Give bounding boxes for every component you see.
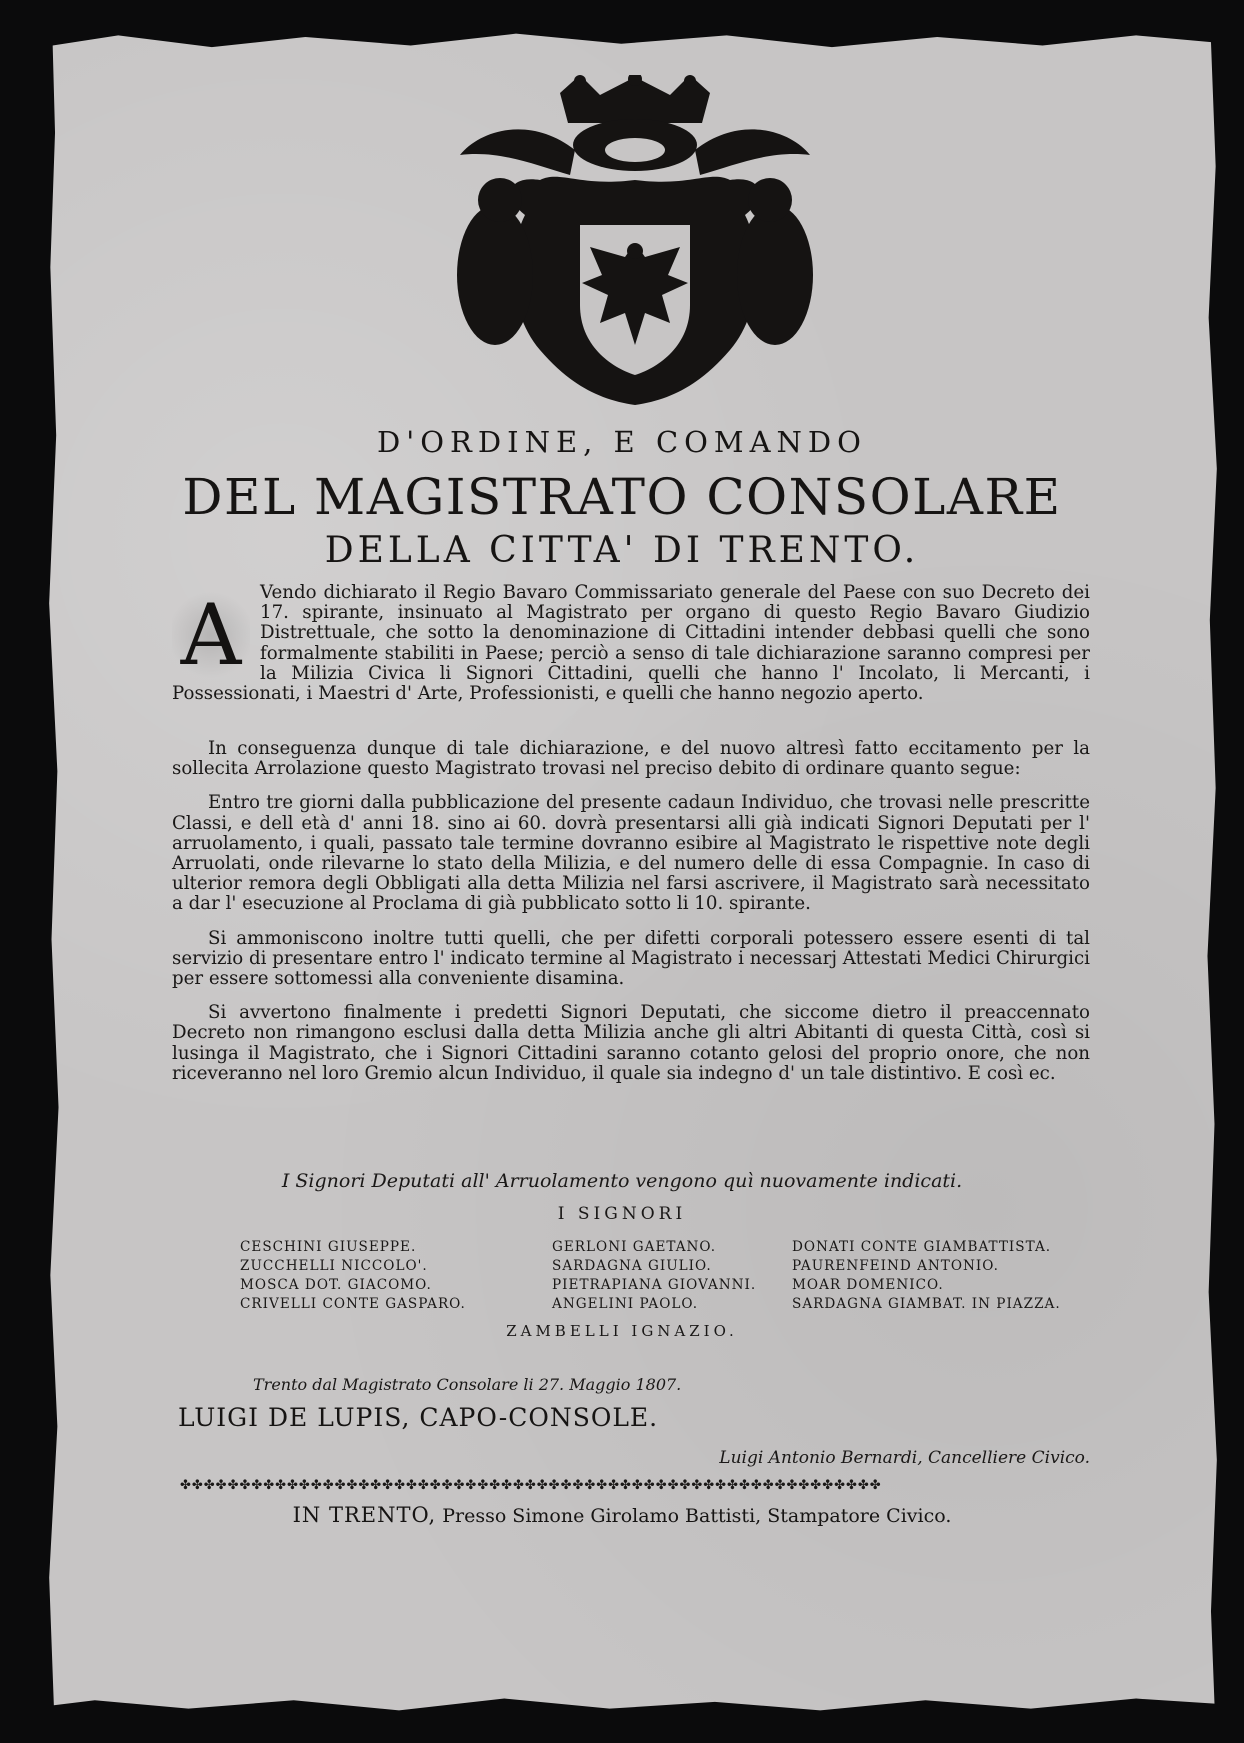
deputato-name: MOAR DOMENICO. bbox=[792, 1277, 944, 1293]
deputati-list bbox=[240, 1238, 1080, 1314]
deputato-name: SARDAGNA GIULIO. bbox=[552, 1258, 712, 1274]
paragraph-4: Si ammoniscono inoltre tutti quelli, che per difetti corporali potessero essere esenti di tal servizio di presentare entro l' indicato termine al Magistrato i necessarj Attestati Medici Chirurgici per essere sottomessi alla conveniente disamina. bbox=[172, 927, 1090, 990]
deputato-name: PIETRAPIANA GIOVANNI. bbox=[552, 1277, 757, 1293]
signori-heading: I SIGNORI bbox=[557, 1204, 687, 1224]
deputato-name: GERLONI GAETANO. bbox=[552, 1239, 717, 1255]
coat-of-arms-icon bbox=[440, 75, 830, 405]
printer-imprint bbox=[0, 1503, 1244, 1527]
cancelliere-signature: Luigi Antonio Bernardi, Cancelliere Civico. bbox=[719, 1448, 1090, 1468]
deputato-name: CRIVELLI CONTE GASPARO. bbox=[240, 1296, 466, 1312]
deputato-name: CESCHINI GIUSEPPE. bbox=[240, 1239, 417, 1255]
deputato-final: ZAMBELLI IGNAZIO. bbox=[506, 1322, 738, 1340]
paragraph-1-text: Vendo dichiarato il Regio Bavaro Commissariato generale del Paese con suo Decreto dei 17. spirante, insinuato al Magistrato per organo di questo Regio Bavaro Giudizio Distrettuale, che sotto la denominazione di Cittadini intender debbasi quelli che sono formalmente stabiliti in Paese; perciò a senso di tale dichiarazione saranno compresi per la Milizia Civica li Signori Cittadini, quelli che hanno l' Incolato, li Mercanti, i Possessionati, i Maestri d' Arte, Professionisti, e quelli che hanno negozio aperto. bbox=[172, 582, 1090, 705]
deputato-name: DONATI CONTE GIAMBATTISTA. bbox=[792, 1239, 1052, 1255]
deputato-name: ZUCCHELLI NICCOLO'. bbox=[240, 1258, 428, 1274]
paragraph-5: Si avvertono finalmente i predetti Signori Deputati, che siccome dietro il preaccennato Decreto non rimangono esclusi dalla detta Milizia anche gli altri Abitanti di questa Città, così si lusinga il Magistrato, che i Signori Cittadini saranno cotanto gelosi del proprio onore, che non riceveranno nel loro Gremio alcun Individuo, il quale sia indegno d' un tale distintivo. E così ec. bbox=[172, 1002, 1090, 1084]
paragraph-1 bbox=[172, 583, 1090, 725]
paragraph-3: Entro tre giorni dalla pubblicazione del presente cadaun Individuo, che trovasi nelle prescritte Classi, e dell età d' anni 18. sino ai 60. dovrà presentarsi alli già indicati Signori Deputati per l' arruolamento, i quali, passato tale termine dovranno esibire al Magistrato le rispettive note degli Arruolati, onde rilevarne lo stato della Milizia, e del numero delle di essa Compagnie. In caso di ulterior remora degli Obbligati alla detta Milizia nel farsi ascrivere, il Magistrato sarà necessitato a dar l' esecuzione al Proclama di già pubblicato sotto li 10. spirante. bbox=[172, 792, 1090, 915]
deputato-name: MOSCA DOT. GIACOMO. bbox=[240, 1277, 432, 1293]
printer-city: IN TRENTO, bbox=[292, 1503, 437, 1527]
heading-ordine: D'ORDINE, E COMANDO bbox=[377, 425, 867, 459]
deputato-name: PAURENFEIND ANTONIO. bbox=[792, 1258, 999, 1274]
deputato-name: SARDAGNA GIAMBAT. IN PIAZZA. bbox=[792, 1296, 1061, 1312]
capo-console-signature: LUIGI DE LUPIS, CAPO-CONSOLE. bbox=[178, 1403, 659, 1432]
dropcap-letter: A bbox=[172, 587, 250, 683]
paragraph-2: In conseguenza dunque di tale dichiarazione, e del nuovo altresì fatto eccitamento per la sollecita Arrolazione questo Magistrato trovasi nel preciso debito di ordinare quanto segue: bbox=[172, 738, 1090, 780]
date-line: Trento dal Magistrato Consolare li 27. Maggio 1807. bbox=[253, 1375, 682, 1394]
deputati-intro: I Signori Deputati all' Arruolamento vengono quì nuovamente indicati. bbox=[281, 1170, 963, 1192]
heading-citta: DELLA CITTA' DI TRENTO. bbox=[324, 530, 920, 571]
proclamation-body bbox=[172, 583, 1090, 1098]
deputato-name: ANGELINI PAOLO. bbox=[552, 1296, 699, 1312]
printer-name: Presso Simone Girolamo Battisti, Stampatore Civico. bbox=[436, 1505, 952, 1527]
ornament-divider: ✤✤✤✤✤✤✤✤✤✤✤✤✤✤✤✤✤✤✤✤✤✤✤✤✤✤✤✤✤✤✤✤✤✤✤✤✤✤✤✤✤✤✤✤✤✤✤✤✤✤✤✤✤✤✤✤✤✤✤ bbox=[180, 1478, 882, 1493]
heading-magistrato: DEL MAGISTRATO CONSOLARE bbox=[182, 468, 1062, 526]
